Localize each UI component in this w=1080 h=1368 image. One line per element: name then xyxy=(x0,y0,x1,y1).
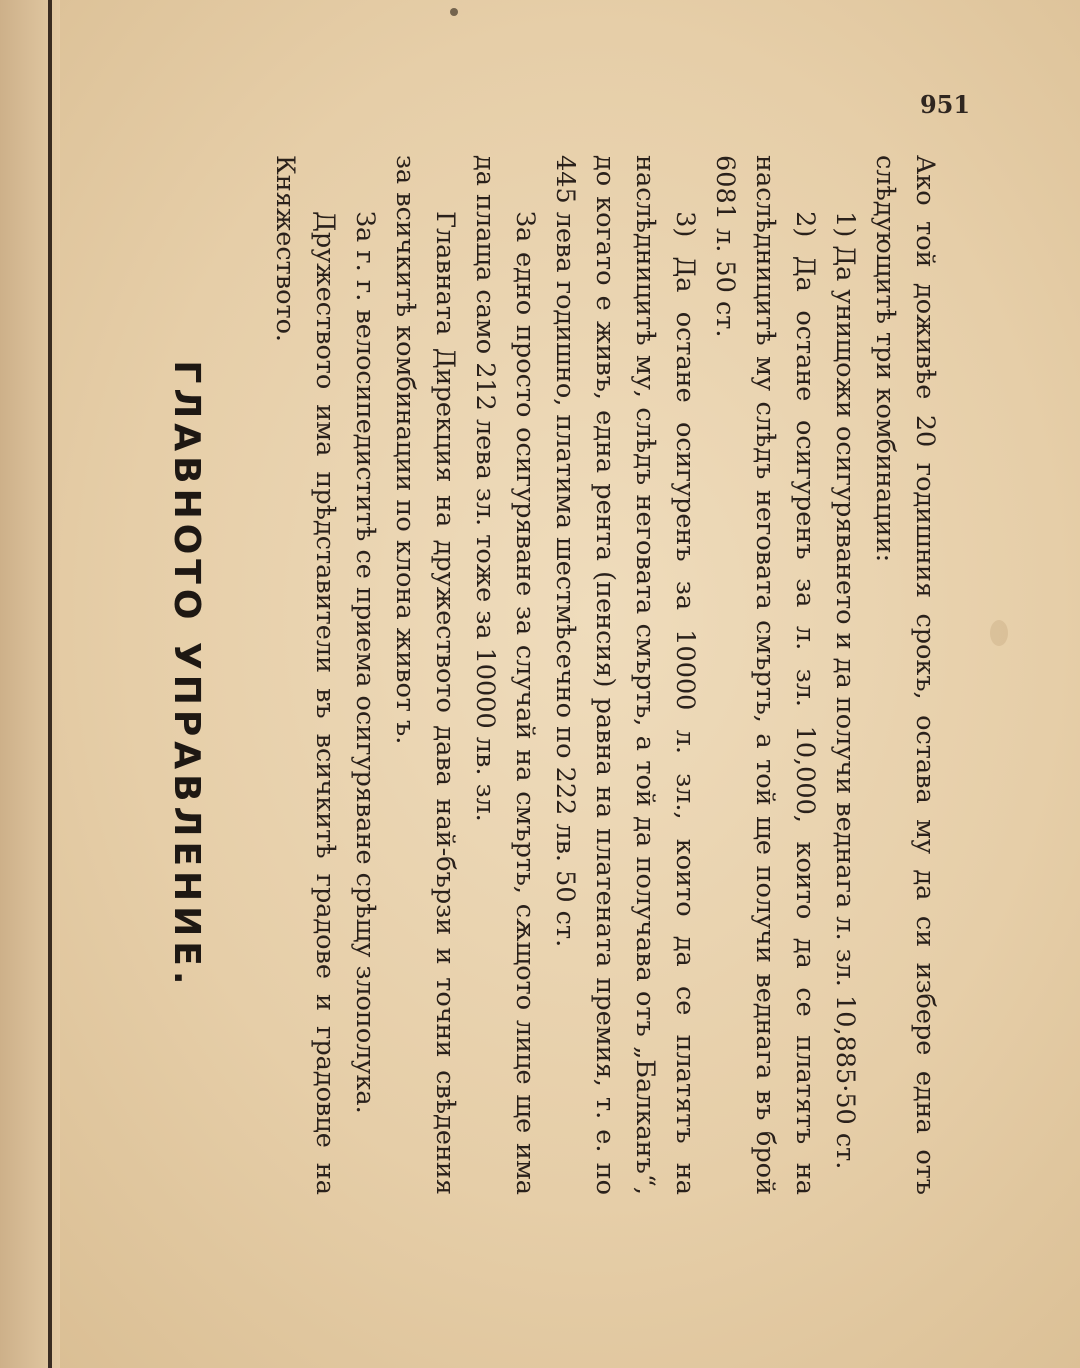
body-text xyxy=(265,155,945,1195)
paragraph: За едно просто осигуряване за случай на смърть, сѫщото лице ще има да плаща само 212 лева зл. тоже за 10000 лв. зл. xyxy=(470,155,540,1195)
paragraph: 1) Да унищожи осигуряването и да получи веднага л. зл. 10,885·50 ст. xyxy=(830,211,860,1170)
paper-stain xyxy=(990,620,1008,646)
paragraph: За г. г. велосипедиститѣ се приема осигуряване срѣщу злополука. xyxy=(350,211,380,1114)
paragraph: Ако той доживѣе 20 годишния срокъ, остава му да си избере една отъ слѣдующитѣ три комбинации: xyxy=(870,155,940,1195)
paragraph: Дружеството има прѣдставители въ всичкитѣ градове и градовце на Княжеството. xyxy=(270,155,340,1195)
paragraph: 3) Да остане осигуренъ за 10000 л. зл., които да се платятъ на наслѣдницитѣ му, слѣдъ неговата смърть, а той да получава отъ „Балканъ“, до когато е живъ, една рента (пенсия) равна на платената премия, т. е. по 445 лева годишно, платима шестмѣсечно по 222 лв. 50 ст. xyxy=(550,155,700,1195)
paper-stain xyxy=(450,8,458,16)
rotated-text-block xyxy=(166,155,945,1195)
paragraph: 2) Да остане осигуренъ за л. зл. 10,000, които да се платятъ на наслѣдницитѣ му слѣдъ неговата смърть, а той ще получи веднага въ брой 6081 л. 50 ст. xyxy=(710,155,820,1195)
paragraph: Главната Дирекция на дружеството дава най-бързи и точни свѣдения за всичкитѣ комбинации по клона живот ъ. xyxy=(390,155,460,1195)
page-number: 951 xyxy=(919,90,971,119)
section-heading: ГЛАВНОТО УПРАВЛЕНИЕ. xyxy=(166,360,207,990)
page-fold-line xyxy=(48,0,52,1368)
